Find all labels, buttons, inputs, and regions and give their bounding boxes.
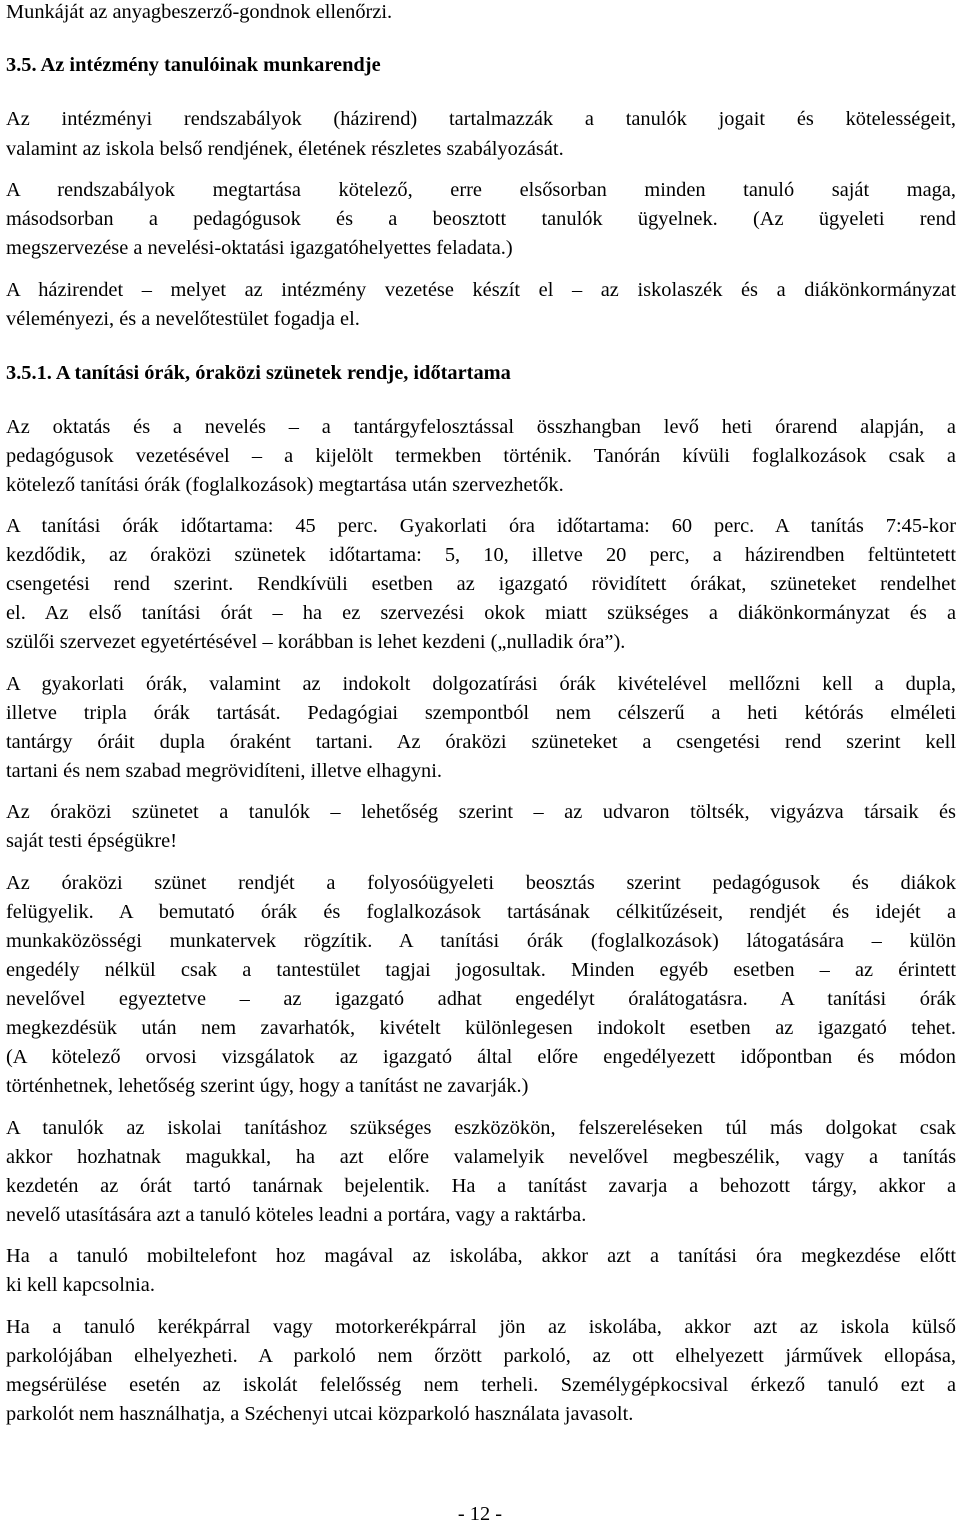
text-line: el. Az első tanítási órát – ha ez szervezési okok miatt szükséges a diákönkormányzat és a — [6, 602, 956, 624]
text-line: tartani és nem szabad megrövidíteni, illetve elhagyni. — [6, 760, 442, 782]
text-line: Ha a tanuló mobiltelefont hoz magával az iskolába, akkor azt a tanítási óra megkezdése előtt — [6, 1245, 956, 1267]
text-line: A gyakorlati órák, valamint az indokolt dolgozatírási órák kivételével mellőzni kell a dupla, — [6, 673, 956, 695]
text-line: nevelő utasítására azt a tanuló köteles leadni a portára, vagy a raktárba. — [6, 1204, 587, 1226]
text-line: engedély nélkül csak a tantestület tagjai jogosultak. Minden egyéb esetben – az érintett — [6, 959, 956, 981]
text-line: saját testi épségükre! — [6, 830, 177, 852]
text-line: nevelővel egyeztetve – az igazgató adhat engedélyt óralátogatásra. A tanítási órák — [6, 988, 956, 1010]
text-line: A tanulók az iskolai tanításhoz szükséges eszközökön, felszereléseken túl más dolgokat csak — [6, 1117, 956, 1139]
text-line: Munkáját az anyagbeszerző-gondnok ellenőrzi. — [6, 1, 393, 23]
text-line: parkolójában elhelyezheti. A parkoló nem őrzött parkoló, az ott elhelyezett járművek ellopása, — [6, 1345, 956, 1367]
text-line: kezdetén az órát tartó tanárnak bejelentik. Ha a tanítást zavarja a behozott tárgy, akkor a — [6, 1175, 956, 1197]
text-line: Az oktatás és a nevelés – a tantárgyfelosztással összhangban levő heti órarend alapján, a — [6, 416, 956, 438]
text-line: kezdődik, az óraközi szünetek időtartama: 5, 10, illetve 20 perc, a házirendben feltüntetett — [6, 544, 956, 566]
text-line: történhetnek, lehetőség szerint úgy, hogy a tanítást ne zavarják.) — [6, 1075, 529, 1097]
text-line: kötelező tanítási órák (foglalkozások) megtartása után szervezhetők. — [6, 474, 564, 496]
page-number: - 12 - — [457, 1503, 503, 1525]
text-line: Az óraközi szünet rendjét a folyosóügyeleti beosztás szerint pedagógusok és diákok — [6, 872, 956, 894]
text-line: csengetési rend szerint. Rendkívüli esetben az igazgató rövidített órákat, szüneteket rendelhet — [6, 573, 956, 595]
text-line: megsérülése esetén az iskolát felelősség nem terheli. Személygépkocsival érkező tanuló ezt a — [6, 1374, 956, 1396]
text-line: ki kell kapcsolnia. — [6, 1274, 155, 1296]
text-line: Az óraközi szünetet a tanulók – lehetőség szerint – az udvaron töltsék, vigyázva társaik és — [6, 801, 956, 823]
text-line: parkolót nem használhatja, a Széchenyi utcai közparkoló használata javasolt. — [6, 1403, 634, 1425]
text-line: tantárgy óráit dupla óraként tartani. Az óraközi szüneteket a csengetési rend szerint kell — [6, 731, 956, 753]
text-line: másodsorban a pedagógusok és a beosztott tanulók ügyelnek. (Az ügyeleti rend — [6, 208, 956, 230]
text-line: szülői szervezet egyetértésével – korábban is lehet kezdeni („nulladik óra”). — [6, 631, 626, 653]
text-line: Az intézményi rendszabályok (házirend) tartalmazzák a tanulók jogait és kötelességeit, — [6, 108, 956, 130]
text-line: megkezdésük után nem zavarhatók, kivételt különlegesen indokolt esetben az igazgató tehet. — [6, 1017, 956, 1039]
text-line: A házirendet – melyet az intézmény vezetése készít el – az iskolaszék és a diákönkormányzat — [6, 279, 956, 301]
text-line: valamint az iskola belső rendjének, életének részletes szabályozását. — [6, 138, 564, 160]
text-line: A tanítási órák időtartama: 45 perc. Gyakorlati óra időtartama: 60 perc. A tanítás 7:45-kor — [6, 515, 956, 537]
text-line: pedagógusok vezetésével – a kijelölt termekben történik. Tanórán kívüli foglalkozások csak a — [6, 445, 956, 467]
text-line: véleményezi, és a nevelőtestület fogadja el. — [6, 308, 360, 330]
text-line: (A kötelező orvosi vizsgálatok az igazgató által előre engedélyezett időpontban és módon — [6, 1046, 956, 1068]
text-line: A rendszabályok megtartása kötelező, erre elsősorban minden tanuló saját maga, — [6, 179, 956, 201]
section-heading: 3.5. Az intézmény tanulóinak munkarendje — [6, 54, 381, 76]
text-line: Ha a tanuló kerékpárral vagy motorkerékpárral jön az iskolába, akkor azt az iskola külső — [6, 1316, 956, 1338]
text-line: megszervezése a nevelési-oktatási igazgatóhelyettes feladata.) — [6, 237, 513, 259]
text-line: akkor hozhatnak magukkal, ha azt előre valamelyik nevelővel megbeszélik, vagy a tanítás — [6, 1146, 956, 1168]
text-line: munkaközösségi munkatervek rögzítik. A tanítási órák (foglalkozások) látogatására – külön — [6, 930, 956, 952]
text-line: felügyelik. A bemutató órák és foglalkozások tartásának célkitűzéseit, rendjét és idejét a — [6, 901, 956, 923]
text-line: illetve tripla órák tartását. Pedagógiai szempontból nem célszerű a heti kétórás elméleti — [6, 702, 956, 724]
subsection-heading: 3.5.1. A tanítási órák, óraközi szünetek rendje, időtartama — [6, 362, 511, 384]
